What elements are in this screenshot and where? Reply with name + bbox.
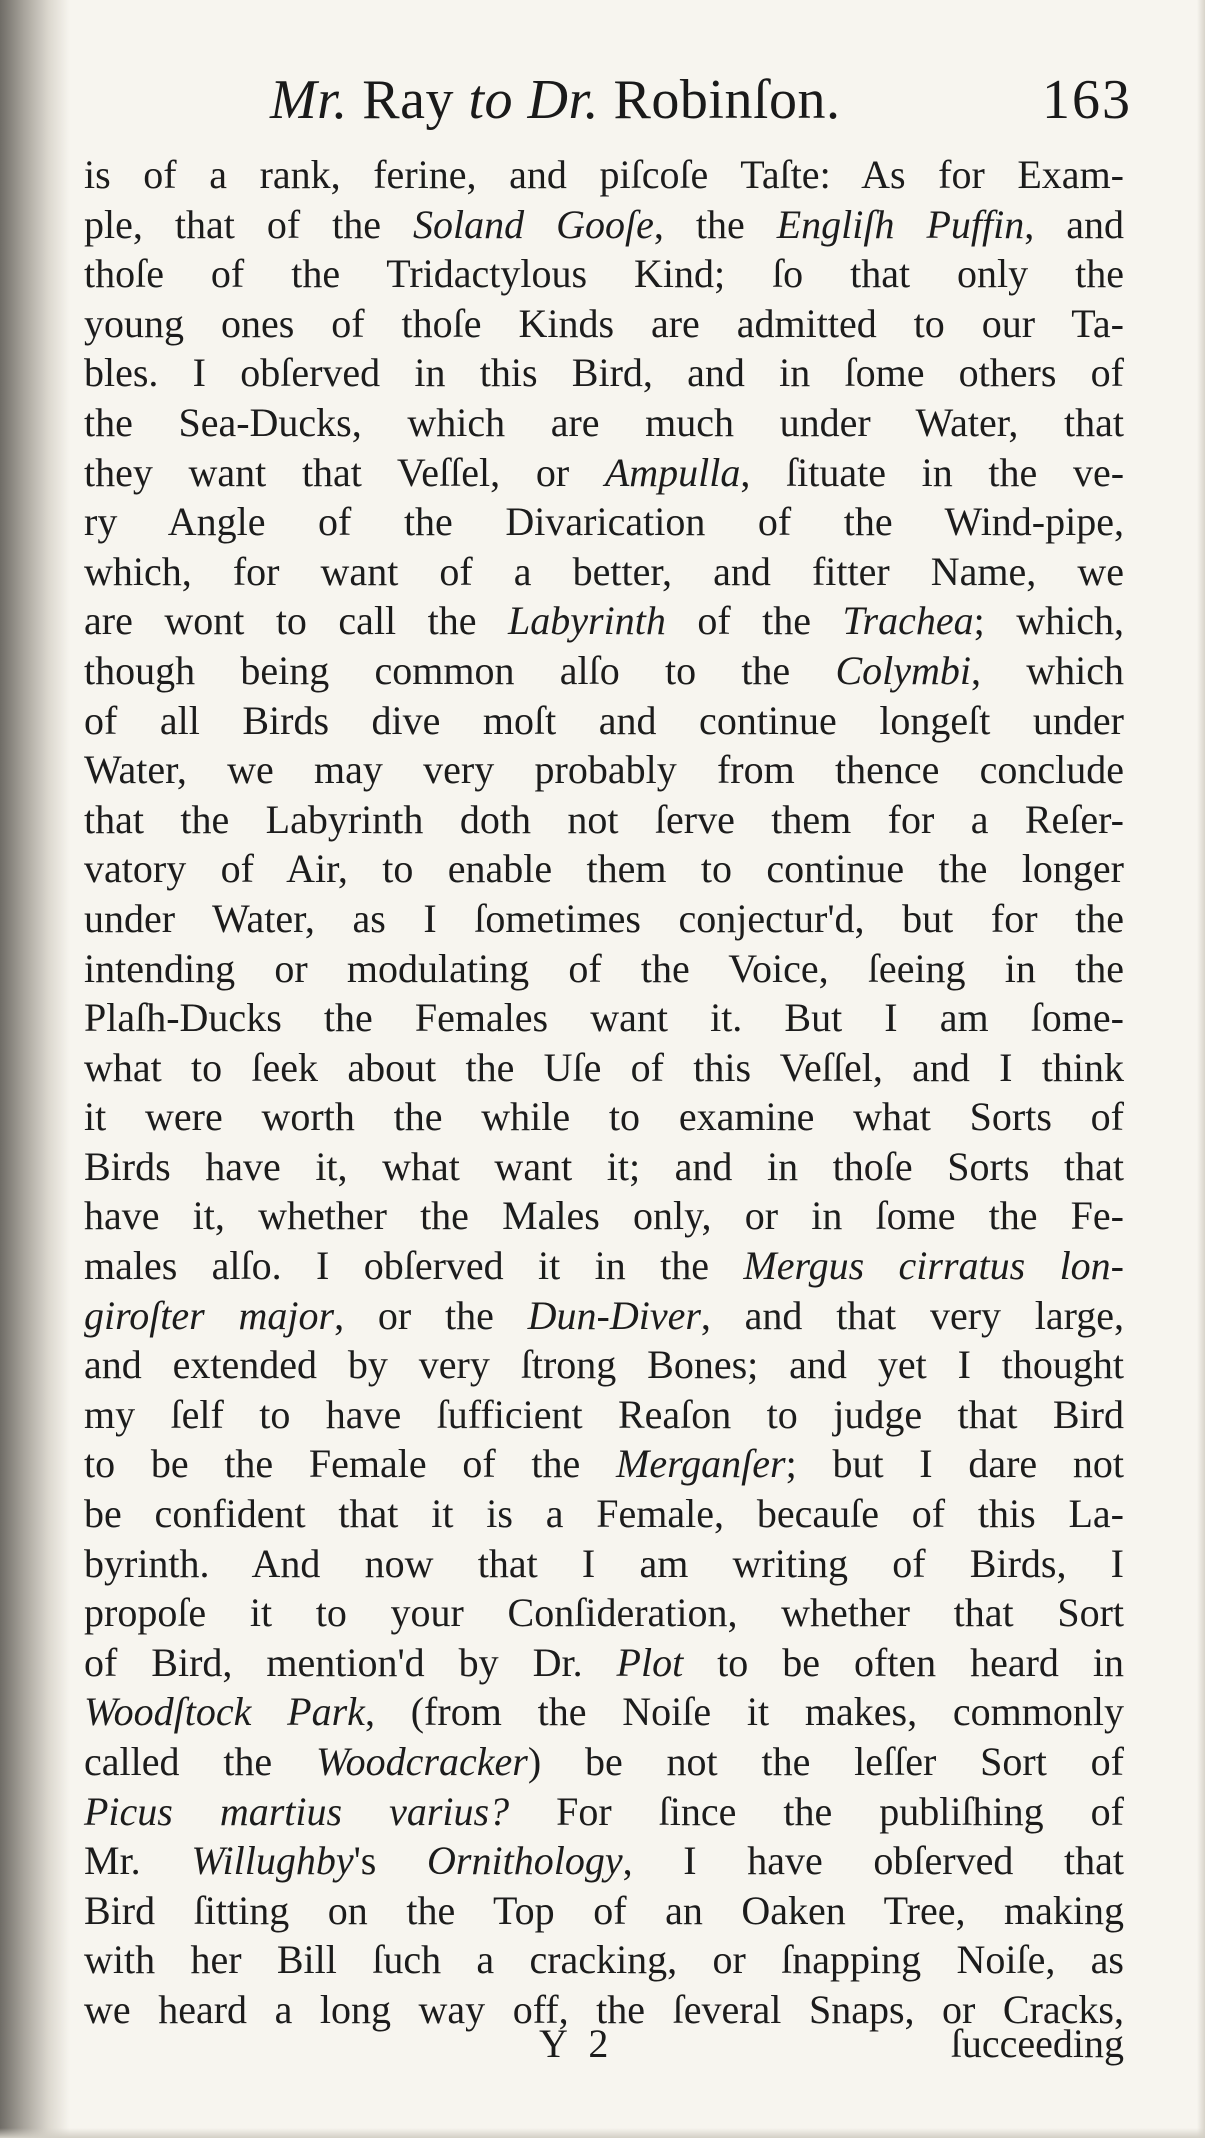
- text-span: of Bird, mention'd by Dr.: [84, 1639, 617, 1685]
- body-text: [84, 150, 1124, 2035]
- text-line: [84, 646, 1124, 696]
- text-span: 's: [353, 1838, 428, 1884]
- italic-text: Trachea: [842, 598, 974, 644]
- italic-text: Soland Gooſe: [413, 201, 654, 247]
- text-line: [84, 993, 1124, 1043]
- text-line: [84, 1539, 1124, 1589]
- text-span: , ſituate in the ve-: [740, 449, 1125, 495]
- text-span: with her Bill ſuch a cracking, or ſnapping Noiſe, as: [84, 1937, 1124, 1983]
- text-span: we heard a long way off, the ſeveral Snaps, or Cracks,: [84, 1986, 1124, 2032]
- catchword: ſucceeding: [950, 2021, 1124, 2066]
- text-span: ) be not the leſſer Sort of: [527, 1739, 1124, 1784]
- text-span: , the: [653, 201, 777, 247]
- text-span: which, for want of a better, and fitter Name, we: [84, 548, 1124, 594]
- text-span: ry Angle of the Divarication of the Wind-pipe,: [84, 499, 1124, 545]
- italic-text: Labyrinth: [508, 598, 666, 644]
- text-span: For ſince the publiſhing of: [509, 1788, 1124, 1834]
- text-line: [84, 1291, 1124, 1341]
- text-line: [84, 497, 1124, 547]
- text-span: under Water, as I ſometimes conjectur'd, but for the: [84, 895, 1124, 941]
- text-span: bles. I obſerved in this Bird, and in ſome others of: [84, 350, 1124, 396]
- text-line: [84, 200, 1124, 250]
- text-line: [84, 1191, 1124, 1241]
- text-span: that the Labyrinth doth not ſerve them for a Reſer-: [84, 796, 1124, 842]
- text-line: [84, 944, 1124, 994]
- running-title-part: Dr.: [527, 69, 600, 131]
- text-line: [84, 448, 1124, 498]
- text-span: what to ſeek about the Uſe of this Veſſel, and I think: [84, 1044, 1124, 1090]
- text-line: [84, 745, 1124, 795]
- text-span: the Sea-Ducks, which are much under Water, that: [84, 399, 1124, 445]
- italic-text: Engliſh Puffin: [776, 201, 1025, 247]
- text-line: [84, 398, 1124, 448]
- text-span: Water, we may very probably from thence conclude: [84, 747, 1124, 793]
- text-span: , I have obſerved that: [622, 1838, 1125, 1884]
- running-title: [270, 68, 841, 132]
- text-span: , which: [970, 647, 1124, 693]
- text-span: vatory of Air, to enable them to continue the longer: [84, 846, 1124, 892]
- page-header: [240, 68, 1140, 148]
- text-span: Mr.: [84, 1838, 192, 1884]
- text-span: and extended by very ſtrong Bones; and yet I thought: [84, 1342, 1124, 1388]
- italic-text: Plot: [616, 1639, 684, 1685]
- text-span: of all Birds dive moſt and continue longeſt under: [84, 697, 1124, 743]
- text-span: are wont to call the: [84, 598, 509, 644]
- text-line: [84, 1142, 1124, 1192]
- text-span: intending or modulating of the Voice, ſeeing in the: [84, 945, 1124, 991]
- text-line: [84, 894, 1124, 944]
- text-line: [84, 1092, 1124, 1142]
- italic-text: Woodcracker: [316, 1739, 528, 1784]
- text-span: be confident that it is a Female, becauſe of this La-: [84, 1491, 1124, 1537]
- text-line: [84, 696, 1124, 746]
- running-title-part: to: [468, 69, 514, 131]
- text-line: [84, 1439, 1124, 1489]
- running-title-part: Ray: [362, 69, 454, 131]
- text-line: [84, 547, 1124, 597]
- text-span: , and: [1024, 201, 1124, 247]
- text-span: , or the: [334, 1292, 528, 1338]
- text-line: [84, 1787, 1124, 1837]
- italic-text: giroſter major: [84, 1292, 335, 1338]
- italic-text: Woodſtock Park: [84, 1689, 365, 1735]
- text-line: [84, 348, 1124, 398]
- text-span: to be the Female of the: [84, 1441, 617, 1487]
- text-span: young ones of thoſe Kinds are admitted to our Ta-: [84, 300, 1124, 346]
- text-span: ; which,: [973, 598, 1125, 644]
- running-title-part: Robinſon.: [613, 69, 841, 131]
- text-line: [84, 249, 1124, 299]
- text-span: ple, that of the: [84, 201, 413, 247]
- text-span: is of a rank, ferine, and piſcoſe Taſte: As for Exam-: [84, 152, 1124, 197]
- text-span: it were worth the while to examine what Sorts of: [84, 1094, 1124, 1140]
- text-line: [84, 795, 1124, 845]
- page-number: 163: [1042, 69, 1132, 131]
- text-span: have it, whether the Males only, or in ſome the Fe-: [84, 1193, 1124, 1239]
- page-edge-bottom: [0, 2128, 1205, 2138]
- text-line: [84, 1340, 1124, 1390]
- text-span: ; but I dare not: [785, 1441, 1124, 1487]
- text-span: they want that Veſſel, or: [84, 449, 605, 495]
- text-line: [84, 596, 1124, 646]
- text-line: [84, 1935, 1124, 1985]
- italic-text: Ornithology: [427, 1838, 623, 1884]
- text-span: though being common alſo to the: [84, 647, 836, 693]
- text-span: to be often heard in: [683, 1639, 1124, 1685]
- page-edge-right: [1197, 0, 1205, 2138]
- text-line: [84, 1886, 1124, 1936]
- italic-text: Mergus cirratus lon-: [743, 1243, 1124, 1289]
- text-span: byrinth. And now that I am writing of Birds, I: [84, 1540, 1124, 1586]
- text-line: [84, 1043, 1124, 1093]
- italic-text: Willughby: [191, 1838, 354, 1884]
- text-span: propoſe it to your Conſideration, whether that Sort: [84, 1590, 1124, 1636]
- italic-text: Merganſer: [616, 1441, 786, 1487]
- text-span: Birds have it, what want it; and in thoſe Sorts that: [84, 1143, 1124, 1189]
- text-span: , (from the Noiſe it makes, commonly: [364, 1689, 1124, 1735]
- text-span: males alſo. I obſerved it in the: [84, 1243, 744, 1289]
- text-line: [84, 1836, 1124, 1886]
- signature-mark: Y 2: [539, 2021, 615, 2066]
- italic-text: Picus martius varius?: [84, 1788, 510, 1834]
- text-line: [84, 1390, 1124, 1440]
- text-span: , and that very large,: [700, 1292, 1125, 1338]
- text-span: of the: [665, 598, 843, 644]
- text-line: [84, 1638, 1124, 1688]
- text-line: [84, 1687, 1124, 1737]
- text-line: [84, 1737, 1124, 1787]
- italic-text: Dun-Diver: [527, 1292, 701, 1338]
- text-span: Plaſh-Ducks the Females want it. But I am ſome-: [84, 995, 1124, 1041]
- text-line: [84, 1241, 1124, 1291]
- text-span: my ſelf to have ſufficient Reaſon to judge that Bird: [84, 1391, 1124, 1437]
- text-span: thoſe of the Tridactylous Kind; ſo that only the: [84, 251, 1124, 297]
- running-title-part: Mr.: [270, 69, 348, 131]
- text-line: [84, 1489, 1124, 1539]
- page-footer: [84, 2020, 1124, 2080]
- text-line: [84, 1588, 1124, 1638]
- text-line: [84, 299, 1124, 349]
- italic-text: Ampulla: [604, 449, 741, 495]
- italic-text: Colymbi: [835, 647, 971, 693]
- text-span: Bird ſitting on the Top of an Oaken Tree, making: [84, 1887, 1124, 1933]
- gutter-shadow: [0, 0, 70, 2138]
- text-line: [84, 844, 1124, 894]
- text-span: called the: [84, 1739, 317, 1784]
- text-line: [84, 150, 1124, 200]
